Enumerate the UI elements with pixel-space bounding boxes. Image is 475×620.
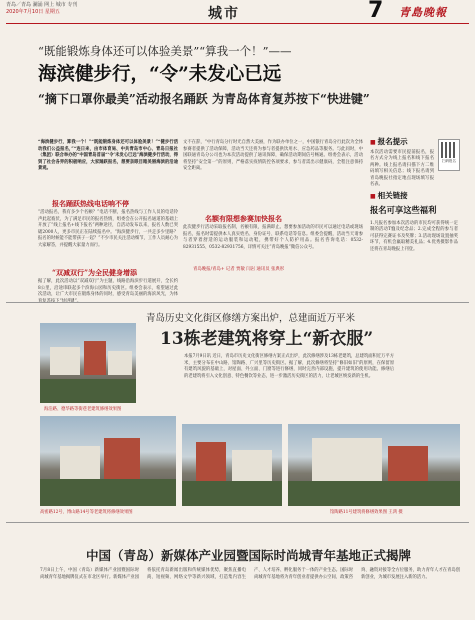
story2-body: 本报7月9日讯 近日，青岛市历史文化街区修缮方案正式出炉，此次修缮涉及13栋老建筑，总建筑面积近万平方米，主要分布在中山路、馆陶路、广兴里等历史街区。据了解，此次修缮将坚持“修旧如旧”的原则，在保留原有建筑风貌的基础上，对屋面、外立面、门窗等进行修缮，同时完善内部设施，提升建筑的使用功能。修缮后的老建筑将引入文化创意、特色餐饮等业态，进一步激活历史街区的活力，让老城区焕发新的生机。 (184, 354, 394, 379)
lead-body-4: 此次健步行活动采取报名制，名额有限，报满即止。想要参加活动的市民可以通过电话或现场报名，报名时需提供本人真实姓名、身份证号、联系电话等信息。组委会提醒，活动当天请参与者穿着舒适的运动服装和运动鞋，携带好个人防护用品。报名咨询电话：0532-82931555、0532-82931756，详情可关注“青岛晚报”微信公众号。 (183, 225, 363, 250)
sidebar-tips-text: 本次活动需要市民提前报名，报名方式分为线上报名和线下报名两种。线上报名请扫描下方二维码填写相关信息；线下报名请到青岛晚报社指定地点现场填写报名表。 (370, 150, 434, 188)
sidebar-benefits-heading: 报名可享这些福利 (370, 205, 437, 215)
lead-subhead-1: 报名踊跃热线电话响不停 (52, 199, 129, 208)
header-rule (6, 23, 469, 24)
story3-body: 7月8日上午，中国（青岛）新媒体产业园暨国际时尚城青年基地揭牌仪式在市北区举行。新媒体产业园将依托青岛新闻出版和传统媒体优势，聚焦直播电商、短视频、网络文学等新兴领域，打造集内容生产、人才培养、孵化服务于一体的产业生态。国际时尚城青年基地将为青年创业者提供办公空间、政策咨询、融资对接等全方位服务，助力青年人才在青岛创新创业，为城市发展注入新的活力。 (40, 568, 460, 580)
lead-intro: “海滨健步行，算我一个！”“既能锻炼身体还可以体验美景！”“健步行活动我们公益报名，”“连日来，由市体育局、中共青岛市中心、青岛日报社（集团）联合举办的“中国青岛首届“‘令’未发心已远”海滨健步行活动，得到了社会各界的积极响应，大家踊跃报名，想要亲眼目睹美丽海滨的沿途景观。 (38, 140, 178, 172)
qr-code-label: 扫码报名 (442, 159, 456, 163)
story3-headline: 中国（青岛）新媒体产业园暨国际时尚城青年基地正式揭牌 (86, 548, 412, 563)
header-meta (6, 2, 77, 16)
photo-left (40, 416, 176, 506)
photo-center (182, 424, 282, 506)
sidebar-title-tips: ■ 报名提示 (370, 137, 408, 146)
square-bullet-icon: ■ (370, 139, 376, 146)
newspaper-logo: 青島晚報 (399, 6, 447, 19)
qr-code-box[interactable] (438, 139, 460, 171)
page-header (0, 0, 475, 26)
lead-body-3: 文不在辞，“中行青岛分行时光自然大美丽，作为联办单位之一，中国银行青岛分行此次为全体参赛者提供了活动保障，活动当天还将为参与者提供饮用水、应急药品等服务。与此同时，中国联通青岛分公司也为本次活动提供了通讯保障，确保活动期间信号畅通。组委会表示，活动将坚持“安全第一”的原则，严格落实疫情防控各项要求，参与者需出示健康码，全程注意保持安全距离。 (183, 140, 363, 172)
section-divider (6, 302, 469, 303)
lead-headline: 海滨健步行，“令”未发心已远 (38, 64, 282, 85)
section-divider-2 (6, 522, 469, 523)
sidebar-benefits-text: 1.凡报名参加本次活动的市民均可获得统一定制的活动T恤及纪念品；2.完成全程的参与者可获得完赛证书及奖牌；3.活动现场设置抽奖环节，有机会赢取精美礼品；4.优秀摄影作品还将在青岛晚报上刊登。 (370, 221, 458, 252)
lead-kicker: “既能锻炼身体还可以体验美景”“算我一个！”—— (38, 44, 292, 58)
sidebar-title-links: ■ 相关链接 (370, 191, 408, 200)
header-section-list: 青岛／青岛 澜涌 网上 城市 专刊 (6, 2, 78, 8)
square-bullet-icon: ■ (370, 193, 376, 200)
story2-kicker: 青岛历史文化街区修缮方案出炉，总建面近万平米 (146, 313, 356, 324)
photo-right (288, 424, 460, 506)
lead-subheadline: “摘下口罩你最美”活动报名踊跃 为青岛体育复苏按下“快进键” (38, 92, 370, 106)
photo-main-caption: 海泊路、德华路等街巷老建筑修缮效果图 (44, 407, 122, 412)
section-title: 城市 (208, 6, 240, 22)
photo-right-caption: 馆陶路11号建筑将修缮效果图 王鸿 摄 (330, 510, 403, 515)
lead-subhead-2: “双减双行”为全民健身增添 (52, 268, 138, 277)
lead-byline: 青岛晚报/青岛+ 记者 贾敏 闫岩 通讯员 张典彤 (193, 267, 285, 272)
lead-body-2: 据了解，此次活动以“双减双行”为主题，线路沿海滨步行道展开，全长约8公里，沿途串联起多个滨海公园和历史街区。组委会表示，希望通过此次活动，让广大市民在锻炼身体的同时，感受青岛美丽的海滨风光，为体 (38, 279, 178, 298)
lead-subhead-3: 名额有限想参赛加快报名 (205, 214, 282, 223)
page-number: 7 (368, 0, 384, 23)
photo-main (40, 323, 136, 403)
story2-headline: 13栋老建筑将穿上“新衣服” (160, 329, 374, 349)
photo-left-caption: 高密路12号、博山路14号等老建筑将修缮效果图 (40, 510, 133, 515)
qr-code-icon (441, 142, 457, 158)
lead-body-1: “活动报名，我有多少个名额？”电话不断，报名热线与工作人员的电话铃声此起彼伏，为了满足市民的报名热情，组委会在公开报名通道的基础上开放了“线上报名+线下报名”两种途径，自活动发布以来，报名人数已突破2000人，更多市民正在陆续报名中。“海滨健步行，一共走多少里路？报名的时候能不能带孩子一起？”不少市民关注活动细节，工作人员耐心为大家解答，并提醒大家量力而行。 (38, 210, 178, 248)
header-date: 2020年7月10日 星期五 (6, 9, 60, 15)
